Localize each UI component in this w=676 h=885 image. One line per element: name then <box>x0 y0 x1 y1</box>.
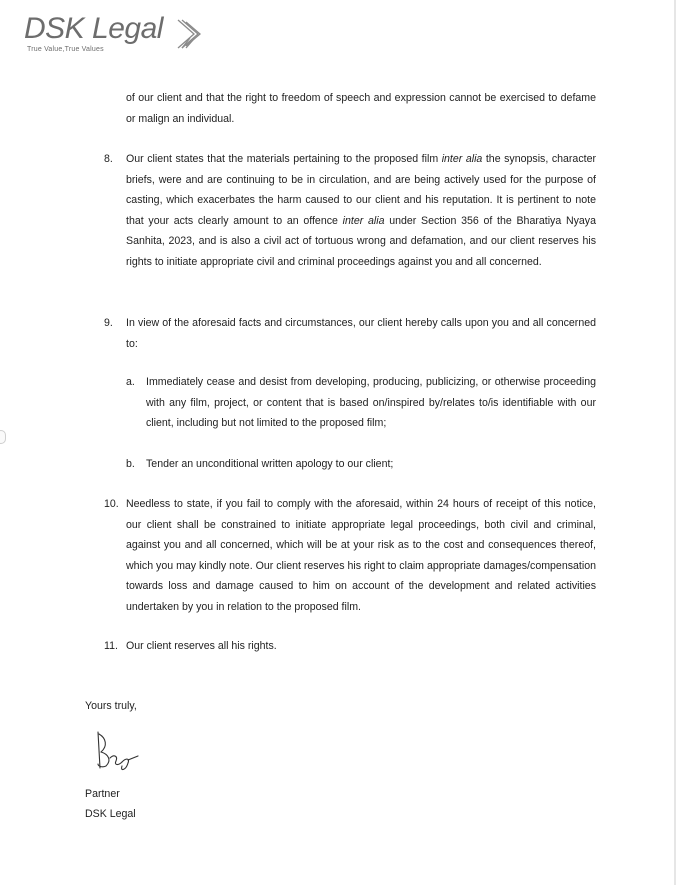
scroll-handle[interactable] <box>0 430 6 444</box>
logo-tagline: True Value,True Values <box>27 46 104 53</box>
sub-item-b: Tender an unconditional written apology to our client; <box>146 458 394 470</box>
logo-wordmark: DSK Legal <box>24 12 163 45</box>
sub-item-label: b. <box>126 458 135 470</box>
paragraph-9: In view of the aforesaid facts and circumstances, our client hereby calls upon you and all concerned to: <box>126 317 596 350</box>
continuation-paragraph: of our client and that the right to freedom of speech and expression cannot be exercised to defame or malign an individual. <box>126 92 596 125</box>
logo-chevron-icon <box>174 18 204 50</box>
signatory-title: Partner <box>85 788 120 800</box>
sub-item-a: Immediately cease and desist from developing, producing, publicizing, or otherwise proceeding with any film, project, or content that is based on/inspired by/relates to/is identifiable with our client, including but not limited to the proposed film; <box>146 376 596 429</box>
signatory-firm: DSK Legal <box>85 808 136 820</box>
para-number: 11. <box>104 640 118 652</box>
para-number: 10. <box>104 498 119 510</box>
paragraph-10: Needless to state, if you fail to comply with the aforesaid, within 24 hours of receipt of this notice, our client shall be constrained to initiate appropriate legal proceedings, both civil and criminal, against you and all concerned, which will be at your risk as to the cost and consequences thereof, which you may kindly note. Our client reserves his right to claim appropriate damages/compensation towards loss and damage caused to him on account of the development and related activities undertaken by you in relation to the proposed film. <box>126 498 596 613</box>
sub-item-label: a. <box>126 376 135 388</box>
paragraph-8: Our client states that the materials pertaining to the proposed film inter alia the synopsis, character briefs, were and are continuing to be in circulation, and are being actively used for the purpose of casting, which exacerbates the harm caused to our client and his reputation. It is pertinent to note that your acts clearly amount to an offence inter alia under Section 356 of the Bharatiya Nyaya Sanhita, 2023, and is also a civil act of tortuous wrong and defamation, and our client reserves his rights to initiate appropriate civil and criminal proceedings against you and all concerned. <box>126 153 596 268</box>
para-number: 8. <box>104 153 113 165</box>
salutation: Yours truly, <box>85 700 137 712</box>
signature-icon <box>92 728 142 774</box>
firm-logo <box>24 12 224 56</box>
paragraph-11: Our client reserves all his rights. <box>126 640 277 652</box>
para-number: 9. <box>104 317 113 329</box>
